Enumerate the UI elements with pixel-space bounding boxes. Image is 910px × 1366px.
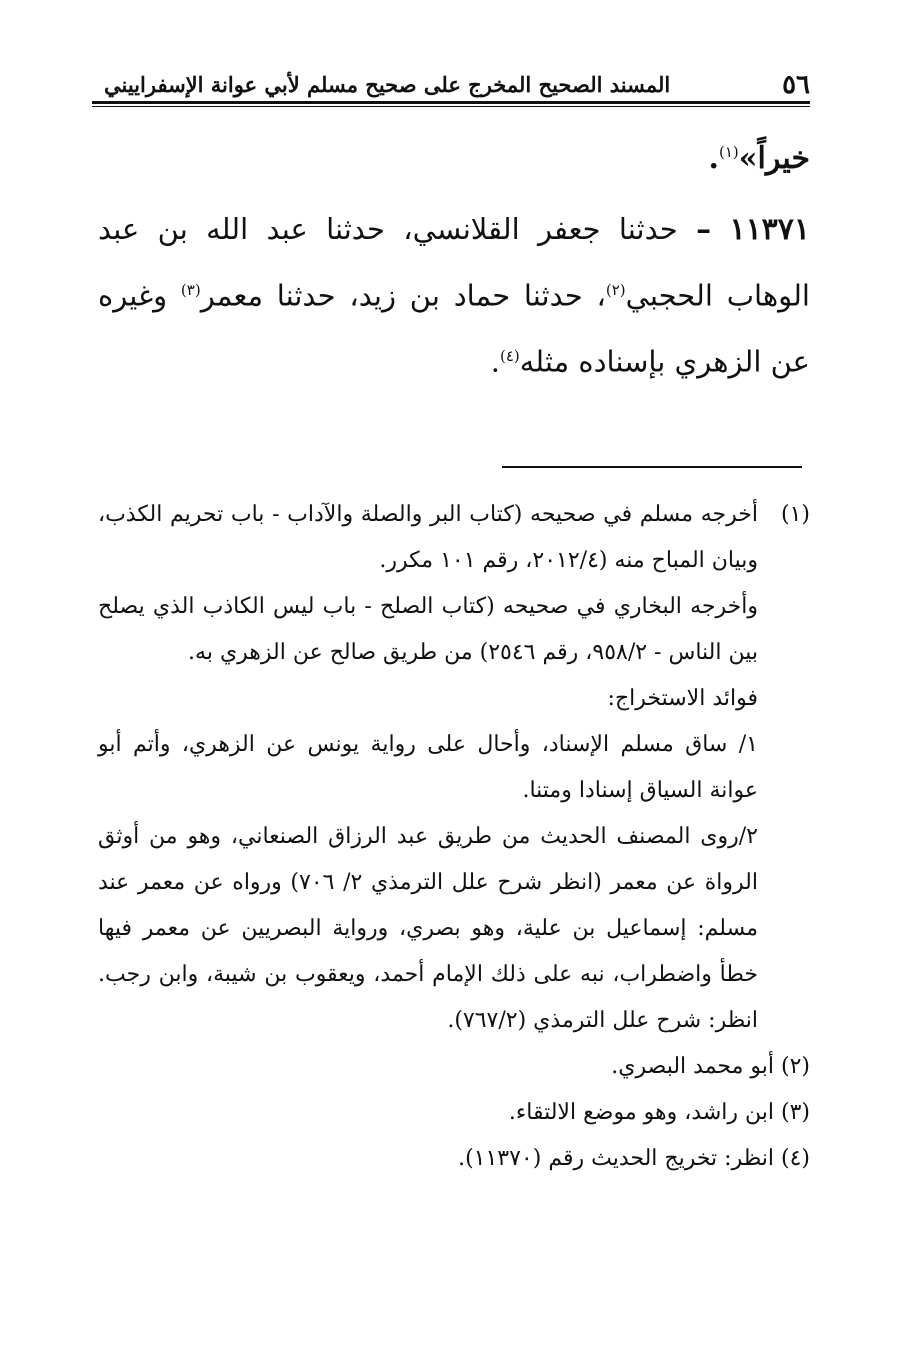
footnote-1-paragraph-4: ١/ ساق مسلم الإسناد، وأحال على رواية يونس عن الزهري، وأتم أبو عوانة السياق إسنادا ومتنا. — [98, 732, 758, 803]
closing-end: . — [708, 141, 719, 176]
previous-hadith-ending — [98, 128, 810, 183]
closing-text: خيراً» — [738, 141, 810, 176]
footnotes — [98, 492, 810, 1182]
footnote-1-first — [98, 492, 810, 584]
hadith-number: ١١٣٧١ — [729, 212, 811, 247]
main-text — [98, 128, 810, 391]
footnote-4: (٤) انظر: تخريج الحديث رقم (١١٣٧٠). — [458, 1146, 810, 1171]
footnote-separator — [502, 466, 802, 468]
running-header — [92, 60, 810, 100]
footnote-1-paragraph-1: أخرجه مسلم في صحيحه (كتاب البر والصلة والآداب - باب تحريم الكذب، وبيان المباح منه (٢٠١٢/٤، رقم ١٠١ مكرر. — [98, 502, 758, 573]
hadith-text-1: حدثنا جعفر القلانسي، حدثنا عبد الله بن عبد الوهاب الحجبي — [98, 212, 810, 313]
footnote-2: (٢) أبو محمد البصري. — [611, 1054, 810, 1079]
footnote-1-paragraph-3: فوائد الاستخراج: — [607, 686, 758, 711]
footnote-ref-3: (٣) — [180, 281, 201, 299]
footnote-3: (٣) ابن راشد، وهو موضع الالتقاء. — [508, 1100, 810, 1125]
footnote-1-paragraph-2: وأخرجه البخاري في صحيحه (كتاب الصلح - باب ليس الكاذب الذي يصلح بين الناس - ٩٥٨/٢، رقم ٢٥٤٦) من طريق صالح عن الزهري به. — [98, 594, 758, 665]
hadith-end: . — [490, 344, 500, 379]
footnote-1-marker: (١) — [780, 502, 810, 527]
book-title: المسند الصحيح المخرج على صحيح مسلم لأبي عوانة الإسفراييني — [104, 72, 671, 97]
page-number: ٥٦ — [782, 70, 810, 100]
footnote-1-paragraph-5: ٢/روى المصنف الحديث من طريق عبد الرزاق الصنعاني، وهو من أوثق الرواة عن معمر (انظر شرح علل الترمذي ٢/ ٧٠٦) ورواه عن معمر عند مسلم: إسماعيل بن علية، وهو بصري، ورواية البصريين عن معمر فيها خطأ واضطراب، نبه على ذلك الإمام أحمد، ويعقوب بن شيبة، وابن رجب. انظر: شرح علل الترمذي (٧٦٧/٢). — [98, 824, 758, 1033]
hadith-text-2: ، حدثنا حماد بن زيد، حدثنا معمر — [200, 278, 606, 313]
header-rule-thick — [92, 101, 810, 104]
footnote-ref-2: (٢) — [605, 281, 626, 299]
header-rule-thin — [92, 106, 810, 107]
footnote-ref-4: (٤) — [499, 346, 520, 365]
footnote-ref-1: (١) — [718, 143, 739, 161]
hadith-paragraph — [98, 199, 810, 391]
hadith-text-3: وغيره عن الزهري بإسناده مثله — [98, 278, 810, 379]
hadith-dash: – — [696, 212, 712, 247]
